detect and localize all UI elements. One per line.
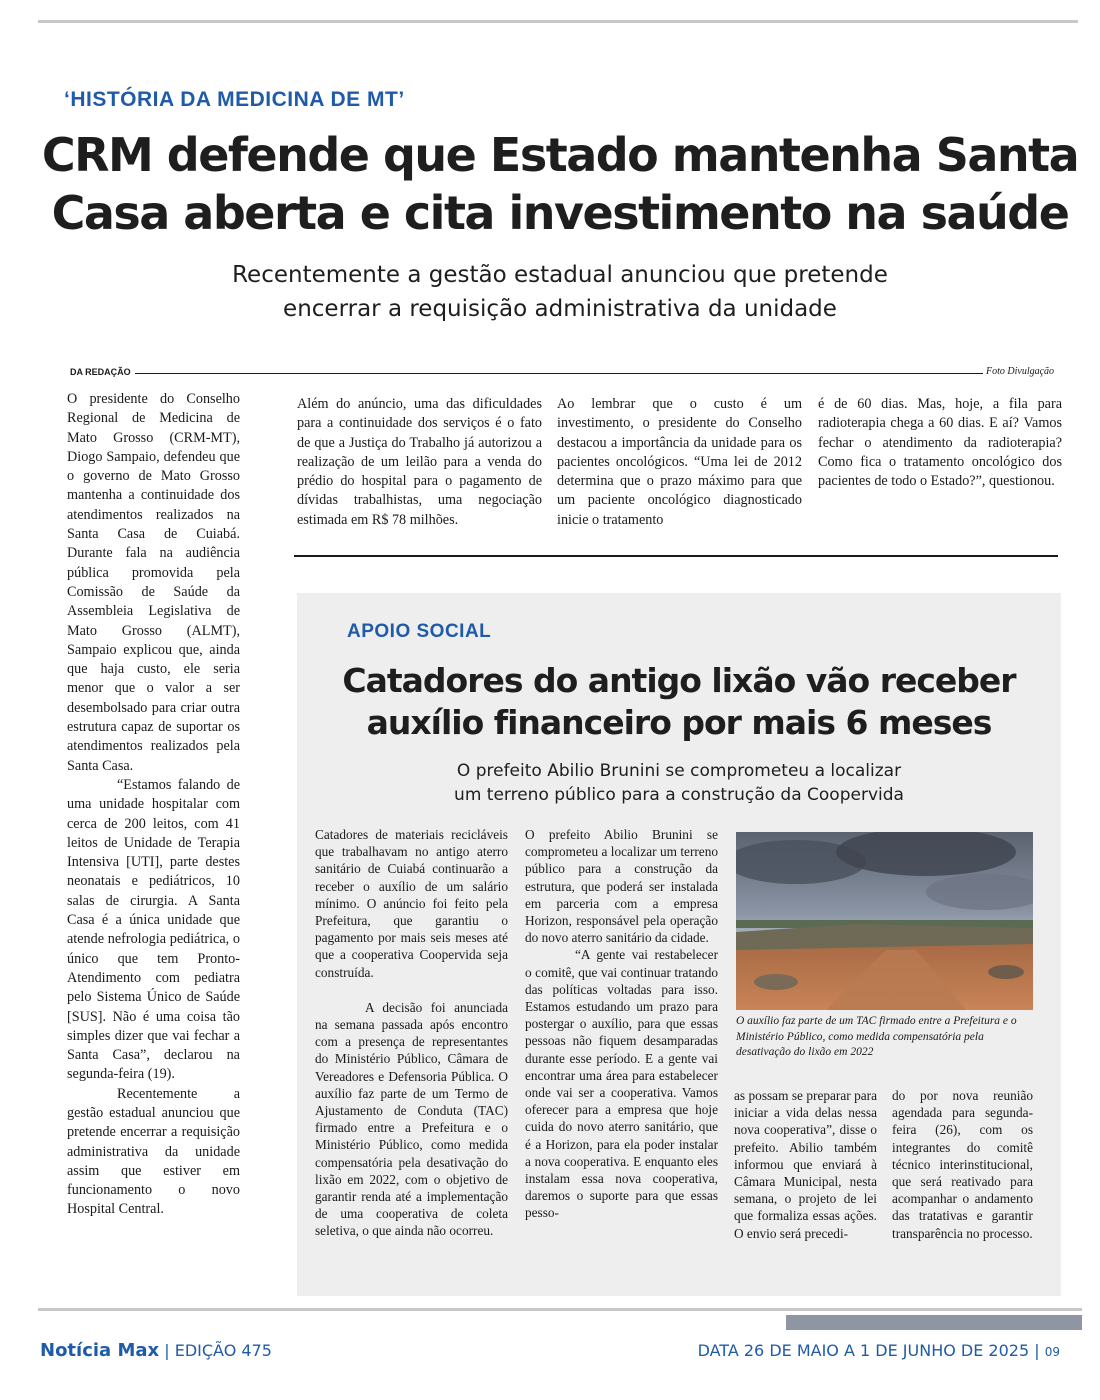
article2-column-4 — [892, 1087, 1033, 1242]
landfill-photo — [736, 832, 1033, 1010]
article2-deck — [297, 759, 1061, 807]
article1-column-4 — [818, 395, 1062, 491]
photo-caption: O auxílio faz parte de um TAC firmado entre a Prefeitura e o Ministério Público, como medida compensatória pela desativação do lixão em 2022 — [736, 1015, 1017, 1058]
article1-column-1 — [67, 390, 240, 1220]
photo-credit: Foto Divulgação — [986, 366, 1055, 377]
article1-headline-line2: Casa aberta e cita investimento na saúde — [51, 186, 1069, 240]
article1-paragraph: é de 60 dias. Mas, hoje, a fila para radioterapia chega a 60 dias. E aí? Vamos fechar o atendimento da radioterapia? Como fica o tratamento oncológico dos pacientes de todo o Estado?”, questionou. — [818, 396, 1062, 490]
article2-deck-line1: O prefeito Abilio Brunini se comprometeu a localizar — [456, 761, 902, 781]
footer-page-number: 09 — [1044, 1345, 1060, 1359]
article2-paragraph: “A gente vai restabelecer o comitê, que vai continuar tratando das políticas voltadas para isso. Estamos estudando um prazo para postergar o auxílio, para que essas pessoas não fiquem desamparadas durante esse período. E a gente vai encontrar uma área para estabelecer onde vai ser a cooperativa. Vamos oferecer para a empresa que hoje cuida do novo aterro sanitário, que é a Horizon, para ela poder instalar a nova cooperativa. E enquanto eles instalam essa nova cooperativa, daremos o suporte para que essas pesso- — [525, 947, 718, 1221]
article2-paragraph: O prefeito Abilio Brunini se comprometeu a localizar um terreno público para a construção da estrutura, que poderá ser instalada em parceria com a empresa Horizon, responsável pela operação do novo aterro sanitário da cidade. — [525, 827, 718, 946]
footer-date: DATA 26 DE MAIO A 1 DE JUNHO DE 2025 — [697, 1341, 1030, 1360]
article1-paragraph: Além do anúncio, uma das dificuldades para a continuidade dos serviços é o fato de que a Justiça do Trabalho já autorizou a realização de um leilão para a venda do prédio do hospital para o pagamento de dívidas trabalhistas, uma negociação estimada em R$ 78 milhões. — [297, 396, 542, 528]
article1-column-2 — [297, 395, 542, 530]
top-rule — [38, 20, 1078, 23]
article2-paragraph: A decisão foi anunciada na semana passada após encontro com a presença de representantes do Ministério Público, Câmara de Vereadores e Defensoria Pública. O auxílio faz parte de um Termo de Ajustamento de Conduta (TAC) firmado entre a Prefeitura e o Ministério Público, como medida compensatória pela desativação do lixão em 2022, com o objetivo de garantir renda até a implementação de uma cooperativa de coleta seletiva, o que ainda não ocorreu. — [315, 999, 508, 1239]
article1-paragraph: Recentemente a gestão estadual anunciou que pretende encerrar a requisição administrativa da unidade assim que estiver em funcionamento o novo Hospital Central. — [67, 1085, 240, 1218]
footer-left — [40, 1340, 272, 1361]
article2-headline-line1: Catadores do antigo lixão vão receber — [342, 661, 1016, 700]
article2-headline — [297, 660, 1061, 744]
article2-paragraph: Catadores de materiais recicláveis que trabalhavam no antigo aterro sanitário de Cuiabá continuarão a receber o auxílio de um salário mínimo. O anúncio foi feito pela Prefeitura, que garantiu o pagamento por mais seis meses até que a cooperativa Coopervida seja construída. — [315, 827, 508, 980]
article2-headline-line2: auxílio financeiro por mais 6 meses — [366, 703, 992, 742]
article1-kicker: ‘HISTÓRIA DA MEDICINA DE MT’ — [64, 88, 405, 111]
article2-kicker: APOIO SOCIAL — [347, 621, 492, 642]
article1-paragraph: O presidente do Conselho Regional de Medicina de Mato Grosso (CRM-MT), Diogo Sampaio, defendeu que o governo de Mato Grosso mantenha a continuidade dos atendimentos realizados na Santa Casa de Cuiabá. Durante fala na audiência pública promovida pela Comissão de Saúde da Assembleia Legislativa de Mato Grosso (ALMT), Sampaio explicou que, ainda que haja custo, ele seria menor que o valor a ser desembolsado para criar outra estrutura capaz de suportar os atendimentos realizados pela Santa Casa. — [67, 391, 240, 774]
article1-headline — [40, 126, 1080, 242]
footer-right — [698, 1341, 1060, 1360]
article1-deck-line1: Recentemente a gestão estadual anunciou que pretende — [232, 262, 888, 288]
article2-column-3 — [734, 1087, 877, 1242]
article2-paragraph: as possam se preparar para iniciar a vida delas nessa nova cooperativa”, disse o prefeito. Abilio também informou que enviará à Câmara Municipal, nesta semana, o projeto de lei que formaliza essas ações. O envio será precedi- — [734, 1088, 877, 1241]
footer-separator: | — [1034, 1341, 1040, 1360]
article1-headline-line1: CRM defende que Estado mantenha Santa — [41, 128, 1079, 182]
article1-paragraph: Ao lembrar que o custo é um investimento, o presidente do Conselho destacou a importância da unidade para os pacientes oncológicos. “Uma lei de 2012 determina que o prazo máximo para que um paciente oncológico diagnosticado inicie o tratamento — [557, 396, 802, 528]
article2-column-1 — [315, 826, 508, 1240]
bottom-rule — [38, 1308, 1082, 1311]
article2-deck-line2: um terreno público para a construção da Coopervida — [454, 785, 904, 805]
byline: DA REDAÇÃO — [70, 367, 131, 377]
article1-end-rule — [294, 555, 1058, 557]
footer-brand: Notícia Max — [40, 1340, 160, 1361]
article2-paragraph: do por nova reunião agendada para segunda-feira (26), com os integrantes do comitê técnico interinstitucional, que será reativado para acompanhar o andamento das tratativas e garantir transparência no processo. — [892, 1088, 1033, 1241]
article1-deck — [40, 258, 1080, 326]
article2-column-2 — [525, 826, 718, 1222]
footer-edition: | EDIÇÃO 475 — [164, 1341, 272, 1360]
footer-accent-bar — [786, 1315, 1082, 1330]
byline-rule — [135, 373, 983, 374]
article1-paragraph: “Estamos falando de uma unidade hospitalar com cerca de 200 leitos, com 41 leitos de Unidade de Terapia Intensiva [UTI], parte destes neonatais e pediátricos, 10 salas de cirurgia. A Santa Casa é a única unidade que atende nefrologia pediátrica, o único que tem Pronto-Atendimento com pediatra pelo Sistema Único de Saúde [SUS]. Não é uma coisa tão simples dizer que vai fechar a Santa Casa”, declarou na segunda-feira (19). — [67, 776, 240, 1083]
article1-column-3 — [557, 395, 802, 530]
article1-deck-line2: encerrar a requisição administrativa da unidade — [283, 296, 837, 322]
